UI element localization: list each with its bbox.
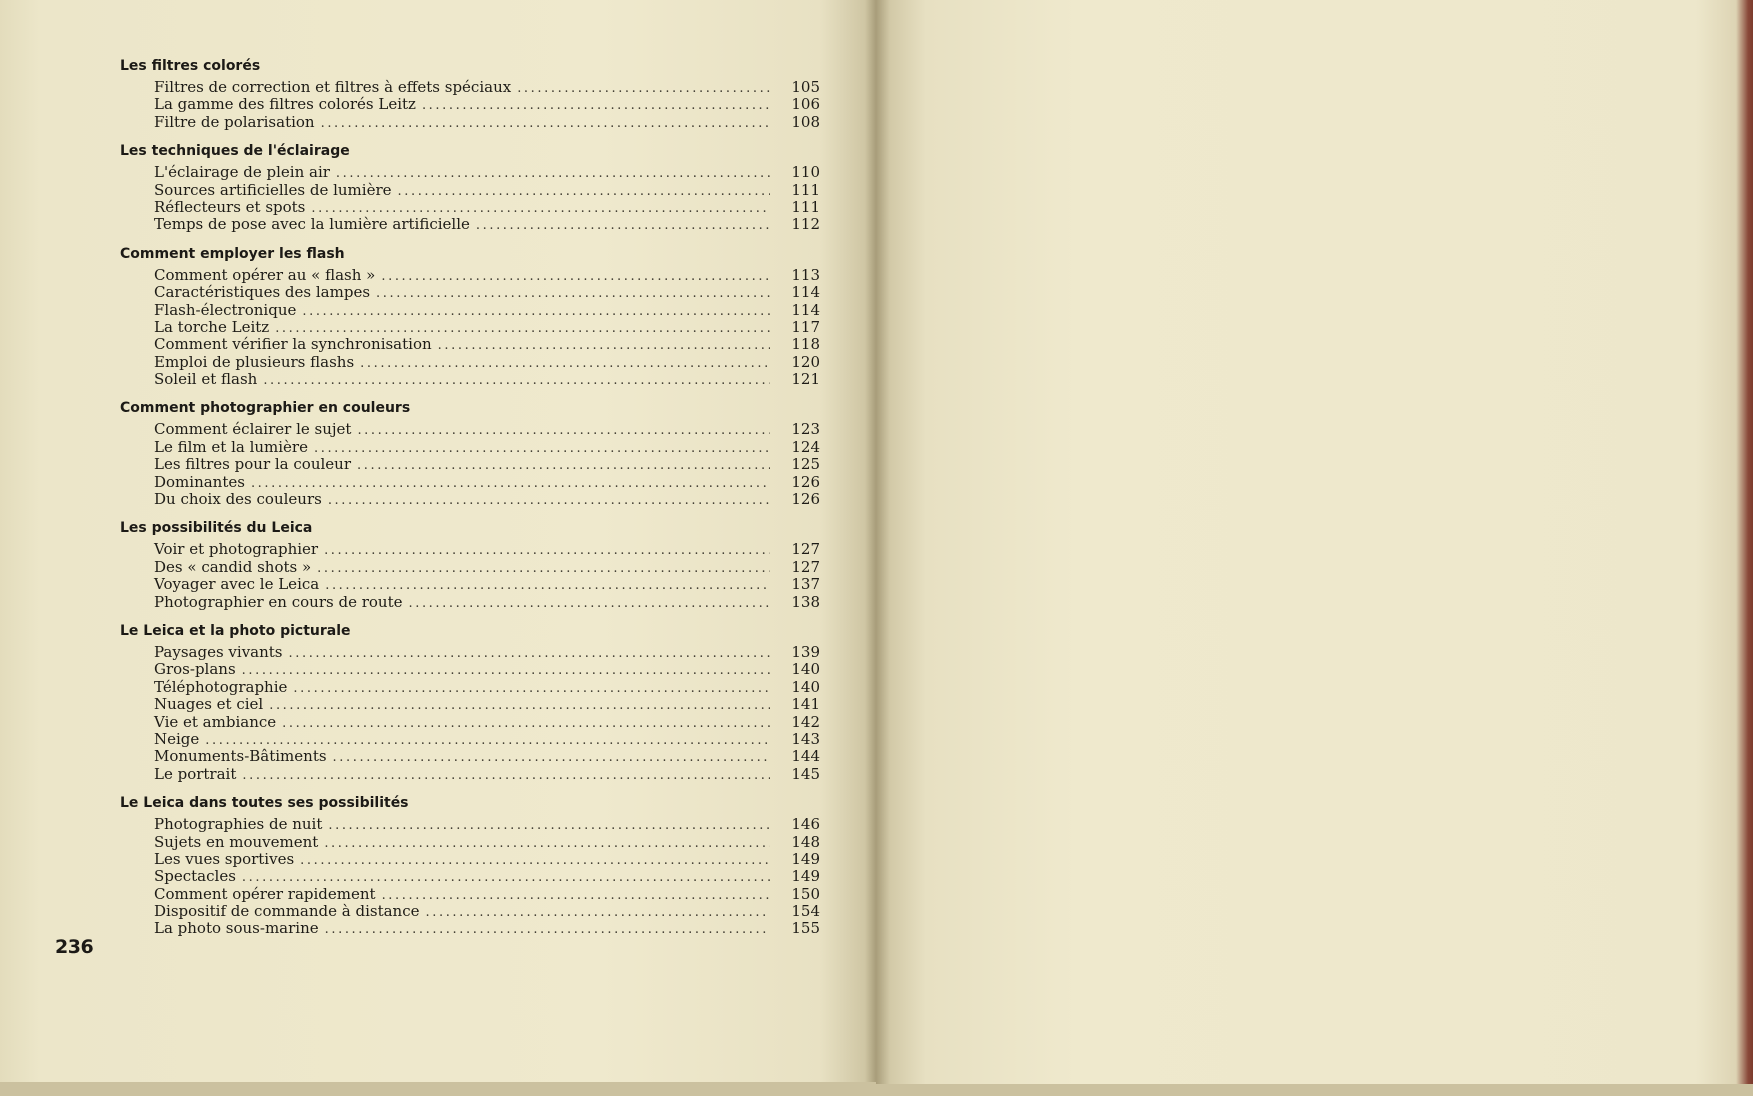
entry-label: Nuages et ciel [154, 695, 264, 714]
toc-entry [100, 644, 820, 661]
toc-entry [100, 696, 820, 713]
section-gap [100, 131, 820, 141]
dot-leader [317, 560, 770, 577]
entry-page-number: 143 [791, 729, 820, 748]
entry-label: Vie et ambiance [154, 712, 277, 731]
dot-leader [324, 542, 770, 559]
entry-label: Paysages vivants [154, 642, 283, 661]
entry-page-number: 150 [791, 884, 820, 903]
dot-leader [242, 767, 770, 784]
entry-page-number: 149 [791, 867, 820, 886]
entry-label: Photographier en cours de route [154, 592, 403, 611]
left-page [0, 0, 876, 1096]
entry-label: Réflecteurs et spots [154, 197, 306, 216]
toc-entry [100, 594, 820, 611]
dot-leader [357, 422, 770, 439]
entry-page-number: 114 [791, 300, 820, 319]
toc-entry [100, 114, 820, 131]
entry-page-number: 144 [791, 747, 820, 766]
dot-leader [328, 492, 770, 509]
entry-label: Dominantes [154, 472, 245, 491]
section-gap [100, 234, 820, 244]
entry-label: La torche Leitz [154, 317, 270, 336]
entry-page-number: 139 [791, 642, 820, 661]
entry-page-number: 149 [791, 849, 820, 868]
entry-page-number: 117 [791, 317, 820, 336]
dot-leader [300, 852, 770, 869]
toc-entry [100, 868, 820, 885]
entry-page-number: 141 [791, 695, 820, 714]
dot-leader [282, 715, 770, 732]
entry-page-number: 123 [791, 420, 820, 439]
dot-leader [314, 440, 770, 457]
toc-entry [100, 164, 820, 181]
entry-label: Filtre de polarisation [154, 112, 315, 131]
entry-page-number: 111 [791, 180, 820, 199]
dot-leader [422, 97, 770, 114]
toc-entry [100, 371, 820, 388]
entry-label: Les filtres pour la couleur [154, 455, 351, 474]
section-gap [100, 611, 820, 621]
entry-page-number: 106 [791, 95, 820, 114]
entry-label: Les vues sportives [154, 849, 295, 868]
toc-entry [100, 284, 820, 301]
toc-entry [100, 748, 820, 765]
entry-page-number: 154 [791, 902, 820, 921]
entry-page-number: 112 [791, 215, 820, 234]
toc-entry [100, 766, 820, 783]
section-title: Le Leica dans toutes ses possibilités [120, 795, 409, 812]
section-gap [100, 783, 820, 793]
dot-leader [438, 337, 770, 354]
entry-page-number: 108 [791, 112, 820, 131]
dot-leader [324, 835, 770, 852]
toc-entry [100, 576, 820, 593]
entry-label: La gamme des filtres colorés Leitz [154, 95, 416, 114]
dot-leader [398, 183, 771, 200]
entry-label: Sujets en mouvement [154, 832, 319, 851]
entry-page-number: 138 [791, 592, 820, 611]
dot-leader [376, 285, 770, 302]
entry-label: Caractéristiques des lampes [154, 283, 371, 302]
toc-section [100, 141, 820, 244]
toc-entry [100, 79, 820, 96]
entry-label: Comment opérer au « flash » [154, 265, 376, 284]
entry-page-number: 114 [791, 283, 820, 302]
entry-page-number: 142 [791, 712, 820, 731]
toc-section [100, 518, 820, 621]
section-title: Les possibilités du Leica [120, 520, 313, 537]
dot-leader [382, 887, 770, 904]
entry-label: Voyager avec le Leica [154, 575, 320, 594]
section-gap [100, 388, 820, 398]
dot-leader [325, 577, 770, 594]
dot-leader [321, 115, 770, 132]
entry-label: Dispositif de commande à distance [154, 902, 420, 921]
dot-leader [408, 595, 770, 612]
dot-leader [357, 457, 770, 474]
entry-page-number: 113 [791, 265, 820, 284]
entry-page-number: 146 [791, 815, 820, 834]
dot-leader [293, 680, 770, 697]
entry-page-number: 126 [791, 490, 820, 509]
entry-page-number: 127 [791, 557, 820, 576]
toc-entry [100, 661, 820, 678]
toc-entry [100, 834, 820, 851]
entry-label: Le portrait [154, 764, 237, 783]
toc-section [100, 56, 820, 141]
toc-entry [100, 886, 820, 903]
entry-label: Filtres de correction et filtres à effets spéciaux [154, 78, 512, 96]
dot-leader [333, 749, 770, 766]
toc-section [100, 793, 820, 948]
dot-leader [242, 662, 770, 679]
entry-page-number: 140 [791, 677, 820, 696]
dot-leader [336, 165, 770, 182]
section-title: Comment photographier en couleurs [120, 400, 411, 417]
toc-entry [100, 541, 820, 558]
entry-page-number: 110 [791, 163, 820, 182]
entry-label: Monuments-Bâtiments [154, 747, 327, 766]
section-title: Les filtres colorés [120, 58, 261, 74]
toc-entry [100, 491, 820, 508]
toc-entry [100, 679, 820, 696]
entry-page-number: 118 [791, 335, 820, 354]
entry-label: Flash-électronique [154, 300, 297, 319]
entry-page-number: 127 [791, 540, 820, 559]
entry-page-number: 105 [791, 78, 820, 96]
toc-entry [100, 474, 820, 491]
dot-leader [263, 372, 770, 389]
toc-entry [100, 421, 820, 438]
toc-entry [100, 816, 820, 833]
toc-entry [100, 354, 820, 371]
entry-label: Gros-plans [154, 660, 236, 679]
toc-entry [100, 903, 820, 920]
entry-label: Du choix des couleurs [154, 490, 322, 509]
dot-leader [269, 697, 770, 714]
entry-label: Photographies de nuit [154, 815, 323, 834]
toc-entry [100, 456, 820, 473]
entry-label: Comment éclairer le sujet [154, 420, 352, 439]
entry-label: Des « candid shots » [154, 557, 312, 576]
toc-section [100, 244, 820, 399]
table-of-contents-left [100, 56, 820, 948]
toc-entry [100, 439, 820, 456]
dot-leader [328, 817, 770, 834]
entry-label: La photo sous-marine [154, 919, 319, 938]
toc-entry [100, 559, 820, 576]
dot-leader [517, 80, 770, 97]
toc-section [100, 398, 820, 518]
entry-page-number: 145 [791, 764, 820, 783]
entry-page-number: 120 [791, 352, 820, 371]
toc-entry [100, 216, 820, 233]
toc-section [100, 621, 820, 793]
entry-label: Neige [154, 729, 200, 748]
right-page [876, 0, 1753, 1096]
entry-page-number: 124 [791, 437, 820, 456]
toc-entry [100, 714, 820, 731]
toc-entry [100, 920, 820, 937]
toc-entry [100, 319, 820, 336]
entry-label: Temps de pose avec la lumière artificielle [154, 215, 470, 234]
entry-label: Comment vérifier la synchronisation [154, 335, 432, 354]
entry-page-number: 140 [791, 660, 820, 679]
toc-entry [100, 851, 820, 868]
section-title: Le Leica et la photo picturale [120, 622, 351, 639]
entry-label: Comment opérer rapidement [154, 884, 376, 903]
entry-page-number: 121 [791, 370, 820, 389]
entry-label: Soleil et flash [154, 370, 258, 389]
entry-label: Sources artificielles de lumière [154, 180, 392, 199]
dot-leader [251, 475, 770, 492]
entry-page-number: 125 [791, 455, 820, 474]
toc-entry [100, 199, 820, 216]
toc-entry [100, 336, 820, 353]
toc-entry [100, 302, 820, 319]
dot-leader [360, 355, 770, 372]
dot-leader [426, 904, 771, 921]
entry-page-number: 137 [791, 575, 820, 594]
dot-leader [289, 645, 771, 662]
entry-label: Emploi de plusieurs flashs [154, 352, 355, 371]
dot-leader [325, 921, 770, 938]
entry-label: Voir et photographier [154, 540, 319, 559]
page-number: 236 [55, 936, 94, 958]
entry-label: L'éclairage de plein air [154, 163, 330, 182]
section-title: Comment employer les flash [120, 245, 345, 262]
section-gap [100, 508, 820, 518]
toc-entry [100, 96, 820, 113]
entry-label: Spectacles [154, 867, 236, 886]
toc-entry [100, 267, 820, 284]
toc-entry [100, 182, 820, 199]
entry-page-number: 126 [791, 472, 820, 491]
entry-label: Le film et la lumière [154, 437, 308, 456]
entry-label: Téléphotographie [154, 677, 288, 696]
dot-leader [302, 303, 770, 320]
dot-leader [476, 217, 770, 234]
entry-page-number: 155 [791, 919, 820, 938]
section-title: Les techniques de l'éclairage [120, 143, 350, 160]
entry-page-number: 148 [791, 832, 820, 851]
section-gap [100, 938, 820, 948]
toc-entry [100, 731, 820, 748]
entry-page-number: 111 [791, 197, 820, 216]
dot-leader [381, 268, 770, 285]
